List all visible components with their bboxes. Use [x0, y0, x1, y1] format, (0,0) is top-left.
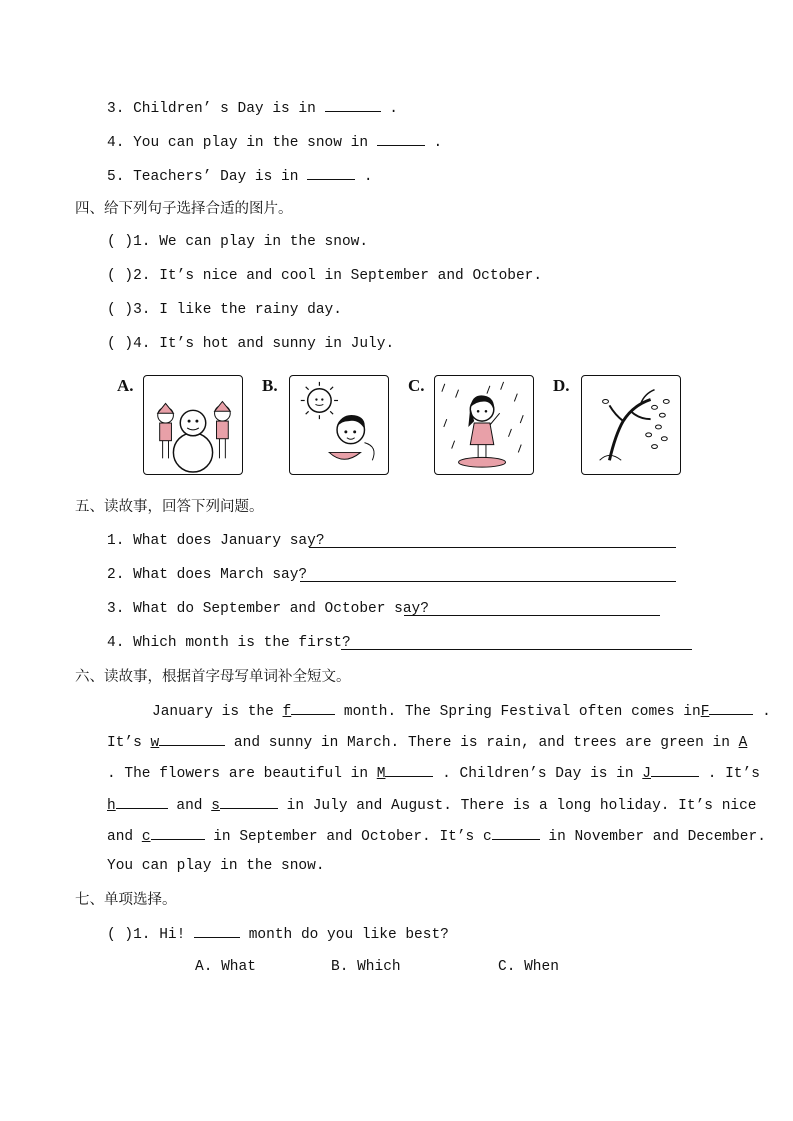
letter-J-blank[interactable]: J	[642, 766, 651, 782]
picture-letter-d: D.	[553, 376, 570, 395]
item-text: 4. It’s hot and sunny in July.	[133, 336, 395, 352]
answer-blank[interactable]	[385, 762, 433, 777]
option-b[interactable]: B. Which	[331, 959, 401, 975]
answer-blank[interactable]	[377, 131, 425, 146]
passage-line-3	[107, 762, 760, 784]
passage-line-4	[107, 794, 757, 816]
passage-text: . Children’s Day is in	[433, 766, 643, 782]
hot-sun-boy-icon	[289, 375, 389, 475]
answer-blank[interactable]	[291, 700, 335, 715]
answer-parenthesis[interactable]: ( )	[107, 268, 134, 284]
answer-line-4[interactable]	[341, 649, 692, 650]
passage-line-2	[107, 731, 747, 753]
passage-text: .	[753, 704, 771, 720]
answer-line-2[interactable]	[300, 581, 676, 582]
answer-blank[interactable]	[151, 825, 205, 840]
match-item-1	[107, 232, 368, 252]
passage-line-5	[107, 825, 766, 847]
item-number: 4.	[107, 135, 125, 151]
letter-A-blank[interactable]: A	[738, 735, 748, 751]
picture-letter-a: A.	[117, 376, 134, 395]
autumn-tree-icon	[581, 375, 681, 475]
passage-text: month. The Spring Festival often comes in	[335, 704, 701, 720]
question-3: 3. What do September and October say?	[107, 601, 429, 617]
question-text: month do you like best?	[240, 927, 449, 943]
answer-blank[interactable]	[709, 700, 753, 715]
item-text-end: .	[355, 169, 373, 185]
option-c[interactable]: C. When	[498, 959, 559, 975]
item-number: 3.	[107, 101, 125, 117]
fill-item-4	[107, 131, 442, 153]
passage-text: in July and August. There is a long holiday. It’s nice	[277, 798, 757, 814]
fill-item-3	[107, 97, 398, 119]
choice-question-1	[107, 923, 449, 945]
letter-F-blank[interactable]: F	[700, 704, 710, 720]
answer-blank[interactable]	[651, 762, 699, 777]
answer-parenthesis[interactable]: ( )	[107, 336, 134, 352]
passage-line-6: You can play in the snow.	[107, 858, 325, 874]
passage-text: and	[107, 829, 142, 845]
snowman-kids-icon	[143, 375, 243, 475]
answer-blank[interactable]	[325, 97, 381, 112]
question-4: 4. Which month is the first?	[107, 635, 351, 651]
passage-line-1	[152, 700, 771, 722]
picture-letter-c: C.	[408, 376, 425, 395]
answer-line-1[interactable]	[309, 547, 676, 548]
letter-M-blank[interactable]: M	[376, 766, 386, 782]
item-text: You can play in the snow in	[133, 135, 377, 151]
item-text: Teachers’ Day is in	[133, 169, 308, 185]
match-item-3	[107, 300, 342, 320]
passage-text: and	[167, 798, 212, 814]
passage-text: and sunny in March. There is rain, and trees are green in	[225, 735, 739, 751]
picture-letter-b: B.	[262, 376, 278, 395]
answer-blank[interactable]	[194, 923, 240, 938]
passage-text: It’s	[107, 735, 151, 751]
answer-line-3[interactable]	[404, 615, 660, 616]
question-text: 1. Hi!	[133, 927, 195, 943]
answer-blank[interactable]	[220, 794, 278, 809]
answer-blank[interactable]	[492, 825, 540, 840]
passage-text: in November and December.	[539, 829, 766, 845]
passage-text: . It’s	[699, 766, 760, 782]
match-item-4	[107, 334, 394, 354]
passage-text: January is the	[152, 704, 283, 720]
letter-c-blank[interactable]: c	[141, 829, 151, 845]
answer-blank[interactable]	[116, 794, 168, 809]
item-text: 2. It’s nice and cool in September and October.	[133, 268, 543, 284]
rain-girl-icon	[434, 375, 534, 475]
letter-h-blank[interactable]: h	[107, 798, 116, 814]
passage-text: . The flowers are beautiful in	[107, 766, 377, 782]
item-text: Children’ s Day is in	[133, 101, 325, 117]
letter-w-blank[interactable]: w	[150, 735, 160, 751]
option-a[interactable]: A. What	[195, 959, 256, 975]
answer-blank[interactable]	[307, 165, 355, 180]
section-5-heading: 五、读故事，回答下列问题。	[75, 499, 264, 515]
item-text: 1. We can play in the snow.	[133, 234, 369, 250]
item-text: 3. I like the rainy day.	[133, 302, 342, 318]
section-7-heading: 七、单项选择。	[75, 892, 177, 908]
match-item-2	[107, 266, 542, 286]
fill-item-5	[107, 165, 373, 187]
letter-s-blank[interactable]: s	[211, 798, 220, 814]
item-number: 5.	[107, 169, 125, 185]
section-4-heading: 四、给下列句子选择合适的图片。	[75, 201, 293, 217]
answer-parenthesis[interactable]: ( )	[107, 927, 134, 943]
letter-f-blank[interactable]: f	[282, 704, 292, 720]
passage-text: in September and October. It’s c	[204, 829, 492, 845]
answer-parenthesis[interactable]: ( )	[107, 302, 134, 318]
question-2: 2. What does March say?	[107, 567, 308, 583]
answer-blank[interactable]	[159, 731, 225, 746]
item-text-end: .	[380, 101, 398, 117]
item-text-end: .	[424, 135, 443, 151]
section-6-heading: 六、读故事，根据首字母写单词补全短文。	[75, 669, 351, 685]
question-1: 1. What does January say?	[107, 533, 325, 549]
answer-parenthesis[interactable]: ( )	[107, 234, 134, 250]
